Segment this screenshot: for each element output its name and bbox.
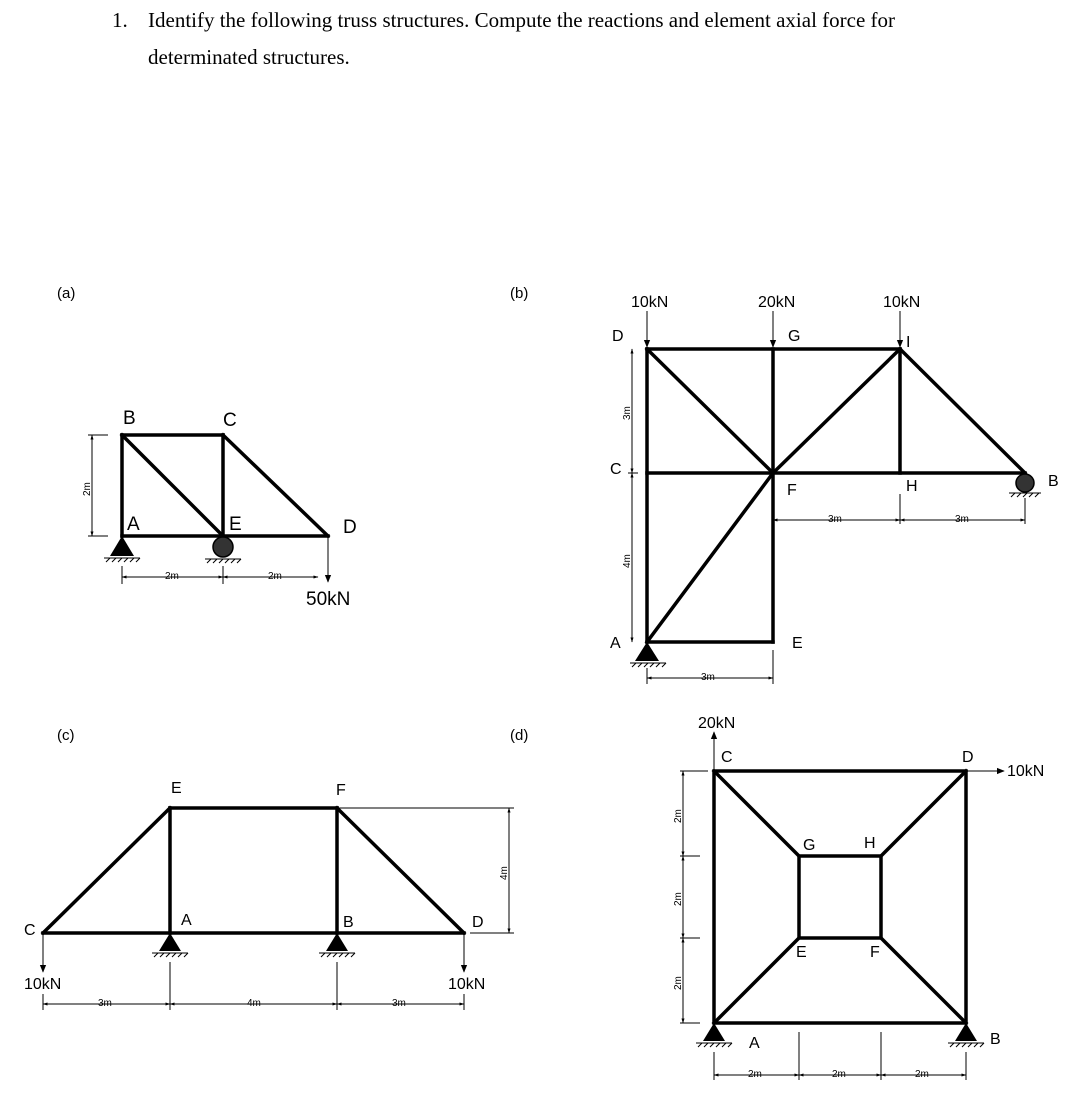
node-d-label: D [343, 517, 357, 538]
dim-b-hb: 3m [955, 514, 969, 525]
dim-d-h1: 2m [748, 1069, 762, 1080]
dim-a-height: 2m [82, 482, 93, 496]
node-d-label: D [962, 749, 974, 766]
panel-c-label: (c) [57, 727, 75, 744]
dim-d-h2: 2m [832, 1069, 846, 1080]
pin-support-a [152, 933, 188, 957]
dim-b-dc: 3m [622, 406, 633, 420]
member-if [773, 349, 900, 473]
node-g-label: G [788, 328, 801, 345]
load-d-10kn: 10kN [448, 976, 486, 993]
node-b-label: B [343, 914, 354, 931]
node-e-label: E [792, 635, 803, 652]
node-b-label: B [1048, 473, 1059, 490]
roller-support-b [1009, 474, 1041, 497]
question-number: 1. [112, 8, 128, 32]
dim-c-bd: 3m [392, 998, 406, 1009]
panel-d [510, 715, 1044, 1080]
node-a-label: A [127, 514, 140, 535]
node-e-label: E [796, 944, 807, 961]
member-inner-square [799, 856, 881, 938]
node-b-label: B [990, 1031, 1001, 1048]
member-df [647, 349, 773, 473]
node-a-label: A [610, 635, 621, 652]
dim-a-ed: 2m [268, 571, 282, 582]
node-f-label: F [336, 782, 346, 799]
load-d-10kn: 10kN [1007, 763, 1045, 780]
node-d-label: D [472, 914, 484, 931]
pin-support-b [319, 933, 355, 957]
panel-b-label: (b) [510, 285, 529, 302]
member-ce [43, 808, 170, 933]
node-i-label: I [906, 334, 911, 351]
member-cg [714, 771, 799, 856]
load-d-10kn: 10kN [631, 294, 669, 311]
member-ib [900, 349, 1025, 473]
load-c-10kn: 10kN [24, 976, 62, 993]
dim-d-h3: 2m [915, 1069, 929, 1080]
pin-support-a [696, 1023, 732, 1047]
node-c-label: C [223, 410, 237, 431]
panel-c [24, 727, 514, 1010]
node-e-label: E [229, 514, 242, 535]
panel-b [510, 285, 1059, 684]
pin-support-b [948, 1023, 984, 1047]
node-c-label: C [610, 461, 622, 478]
node-c-label: C [24, 922, 36, 939]
panel-a [57, 285, 357, 610]
dim-c-ca: 3m [98, 998, 112, 1009]
node-e-label: E [171, 780, 182, 797]
pin-support-a [630, 642, 666, 667]
load-g-20kn: 20kN [758, 294, 796, 311]
panel-d-label: (d) [510, 727, 529, 744]
load-c-20kn: 20kN [698, 715, 736, 732]
member-fd [337, 808, 464, 933]
node-f-label: F [787, 482, 797, 499]
node-h-label: H [906, 478, 918, 495]
dim-b-ae: 3m [701, 672, 715, 683]
panel-a-label: (a) [57, 285, 76, 302]
dim-c-ab: 4m [247, 998, 261, 1009]
node-a-label: A [749, 1035, 760, 1052]
load-i-10kn: 10kN [883, 294, 921, 311]
member-ae [714, 938, 799, 1023]
node-g-label: G [803, 837, 816, 854]
roller-support-e [205, 537, 241, 563]
node-c-label: C [721, 749, 733, 766]
dim-b-ca: 4m [622, 554, 633, 568]
dim-a-ae: 2m [165, 571, 179, 582]
member-dh [881, 771, 966, 856]
node-f-label: F [870, 944, 880, 961]
node-d-label: D [612, 328, 624, 345]
question-text: Identify the following truss structures. Compute the reactions and element axial force for determinated structures. [148, 8, 896, 69]
node-h-label: H [864, 835, 876, 852]
dim-d-v1: 2m [673, 809, 684, 823]
load-50kn: 50kN [306, 589, 351, 610]
node-a-label: A [181, 912, 192, 929]
pin-support-a [104, 536, 140, 562]
dim-d-v3: 2m [673, 976, 684, 990]
member-af [647, 473, 773, 642]
dim-c-height: 4m [499, 866, 510, 880]
member-bf [881, 938, 966, 1023]
dim-b-fh: 3m [828, 514, 842, 525]
node-b-label: B [123, 408, 136, 429]
dim-d-v2: 2m [673, 892, 684, 906]
